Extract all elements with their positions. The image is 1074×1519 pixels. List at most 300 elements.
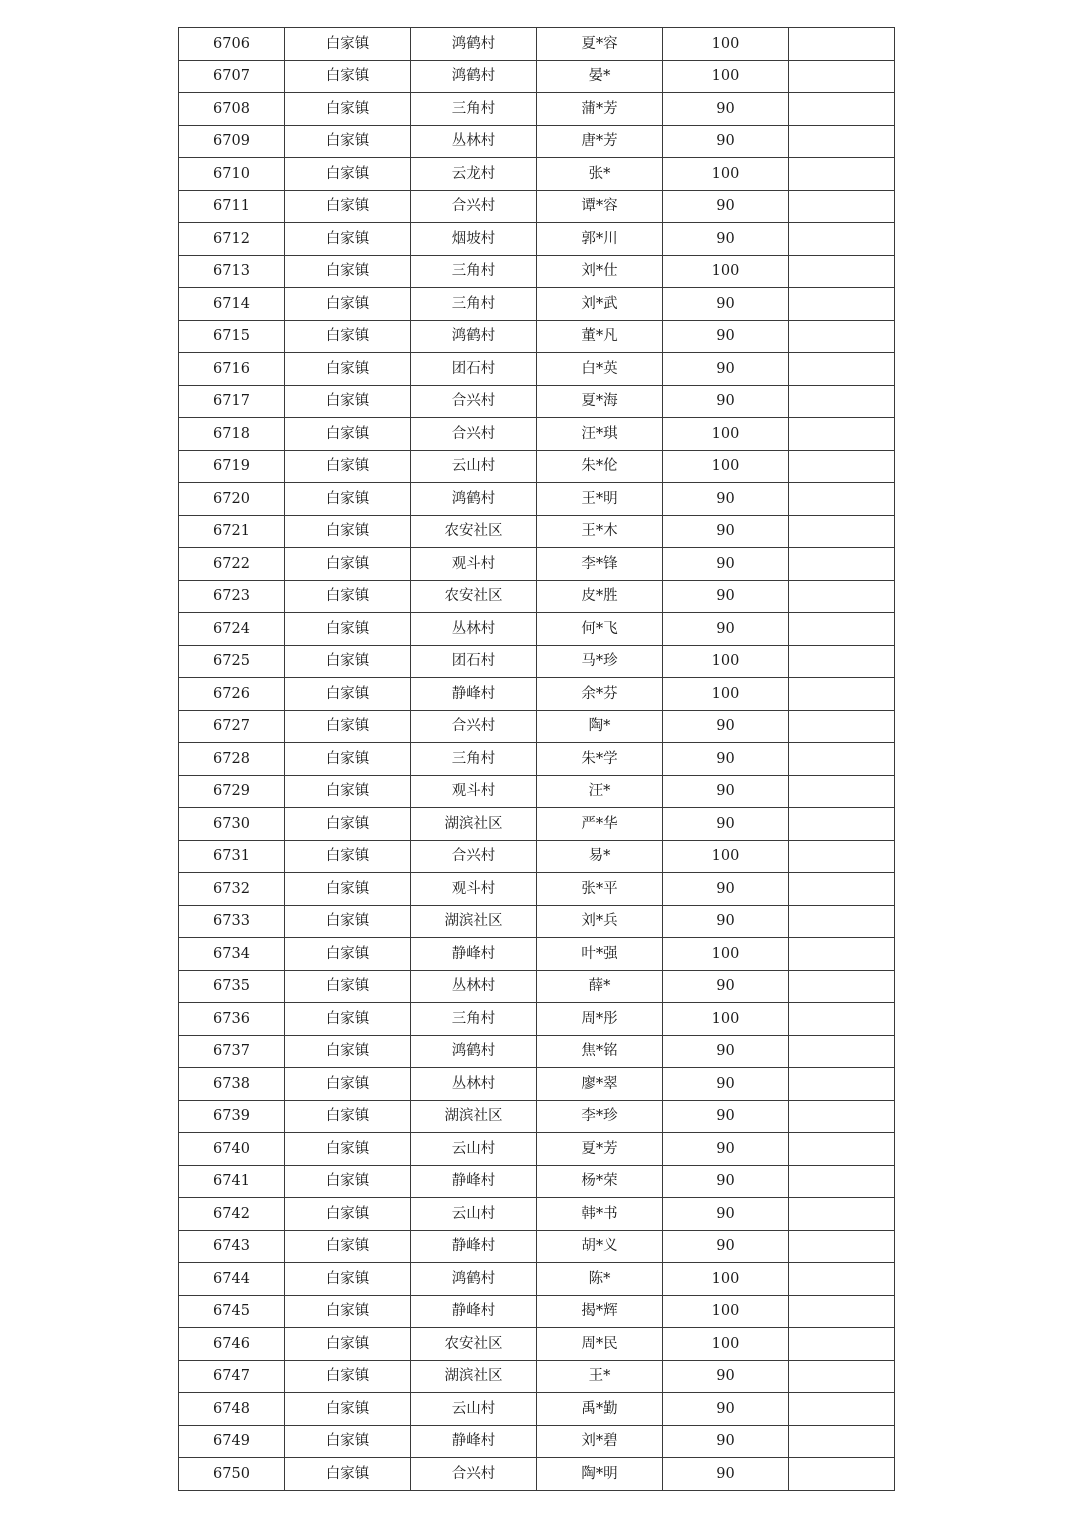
village-cell: 鸿鹤村 — [411, 483, 537, 516]
table-row — [179, 1068, 895, 1101]
table-row — [179, 450, 895, 483]
village-cell: 合兴村 — [411, 190, 537, 223]
note-cell — [789, 580, 895, 613]
note-cell — [789, 1328, 895, 1361]
name-cell: 薛* — [537, 970, 663, 1003]
name-cell: 董*凡 — [537, 320, 663, 353]
town-cell: 白家镇 — [285, 873, 411, 906]
town-cell: 白家镇 — [285, 1068, 411, 1101]
town-cell: 白家镇 — [285, 613, 411, 646]
amount-cell: 100 — [663, 158, 789, 191]
name-cell: 韩*书 — [537, 1198, 663, 1231]
amount-cell: 100 — [663, 678, 789, 711]
town-cell: 白家镇 — [285, 678, 411, 711]
note-cell — [789, 1133, 895, 1166]
row-number-cell: 6744 — [179, 1263, 285, 1296]
name-cell: 夏*芳 — [537, 1133, 663, 1166]
amount-cell: 90 — [663, 580, 789, 613]
row-number-cell: 6714 — [179, 288, 285, 321]
table-row — [179, 28, 895, 61]
amount-cell: 90 — [663, 970, 789, 1003]
amount-cell: 90 — [663, 93, 789, 126]
row-number-cell: 6721 — [179, 515, 285, 548]
amount-cell: 90 — [663, 873, 789, 906]
note-cell — [789, 1393, 895, 1426]
amount-cell: 90 — [663, 353, 789, 386]
row-number-cell: 6743 — [179, 1230, 285, 1263]
row-number-cell: 6712 — [179, 223, 285, 256]
town-cell: 白家镇 — [285, 645, 411, 678]
note-cell — [789, 223, 895, 256]
table-row — [179, 158, 895, 191]
row-number-cell: 6725 — [179, 645, 285, 678]
amount-cell: 100 — [663, 1328, 789, 1361]
note-cell — [789, 190, 895, 223]
town-cell: 白家镇 — [285, 1360, 411, 1393]
town-cell: 白家镇 — [285, 353, 411, 386]
row-number-cell: 6734 — [179, 938, 285, 971]
note-cell — [789, 743, 895, 776]
table-row — [179, 1035, 895, 1068]
town-cell: 白家镇 — [285, 1198, 411, 1231]
table-row — [179, 223, 895, 256]
village-cell: 湖滨社区 — [411, 1360, 537, 1393]
village-cell: 农安社区 — [411, 580, 537, 613]
table-row — [179, 190, 895, 223]
table-row — [179, 938, 895, 971]
table-row — [179, 385, 895, 418]
village-cell: 丛林村 — [411, 1068, 537, 1101]
row-number-cell: 6719 — [179, 450, 285, 483]
village-cell: 三角村 — [411, 255, 537, 288]
table-row — [179, 255, 895, 288]
name-cell: 郭*川 — [537, 223, 663, 256]
name-cell: 马*珍 — [537, 645, 663, 678]
amount-cell: 90 — [663, 1393, 789, 1426]
note-cell — [789, 613, 895, 646]
table-row — [179, 1458, 895, 1491]
village-cell: 丛林村 — [411, 970, 537, 1003]
note-cell — [789, 1360, 895, 1393]
town-cell: 白家镇 — [285, 905, 411, 938]
village-cell: 鸿鹤村 — [411, 60, 537, 93]
town-cell: 白家镇 — [285, 1328, 411, 1361]
row-number-cell: 6720 — [179, 483, 285, 516]
note-cell — [789, 645, 895, 678]
table-row — [179, 970, 895, 1003]
name-cell: 胡*义 — [537, 1230, 663, 1263]
name-cell: 揭*辉 — [537, 1295, 663, 1328]
town-cell: 白家镇 — [285, 515, 411, 548]
table-row — [179, 905, 895, 938]
town-cell: 白家镇 — [285, 93, 411, 126]
table-row — [179, 580, 895, 613]
row-number-cell: 6741 — [179, 1165, 285, 1198]
amount-cell: 100 — [663, 28, 789, 61]
table-row — [179, 873, 895, 906]
name-cell: 李*珍 — [537, 1100, 663, 1133]
town-cell: 白家镇 — [285, 1165, 411, 1198]
table-row — [179, 1360, 895, 1393]
amount-cell: 100 — [663, 645, 789, 678]
village-cell: 农安社区 — [411, 515, 537, 548]
row-number-cell: 6735 — [179, 970, 285, 1003]
name-cell: 陶* — [537, 710, 663, 743]
town-cell: 白家镇 — [285, 320, 411, 353]
village-cell: 云山村 — [411, 1198, 537, 1231]
town-cell: 白家镇 — [285, 840, 411, 873]
note-cell — [789, 1035, 895, 1068]
note-cell — [789, 548, 895, 581]
name-cell: 朱*伦 — [537, 450, 663, 483]
town-cell: 白家镇 — [285, 1100, 411, 1133]
row-number-cell: 6711 — [179, 190, 285, 223]
row-number-cell: 6723 — [179, 580, 285, 613]
amount-cell: 100 — [663, 938, 789, 971]
village-cell: 团石村 — [411, 353, 537, 386]
amount-cell: 90 — [663, 385, 789, 418]
amount-cell: 100 — [663, 1295, 789, 1328]
amount-cell: 90 — [663, 1100, 789, 1133]
town-cell: 白家镇 — [285, 255, 411, 288]
town-cell: 白家镇 — [285, 808, 411, 841]
amount-cell: 100 — [663, 450, 789, 483]
row-number-cell: 6727 — [179, 710, 285, 743]
note-cell — [789, 873, 895, 906]
village-cell: 团石村 — [411, 645, 537, 678]
name-cell: 夏*海 — [537, 385, 663, 418]
village-cell: 三角村 — [411, 1003, 537, 1036]
town-cell: 白家镇 — [285, 450, 411, 483]
name-cell: 夏*容 — [537, 28, 663, 61]
name-cell: 张* — [537, 158, 663, 191]
village-cell: 云龙村 — [411, 158, 537, 191]
town-cell: 白家镇 — [285, 60, 411, 93]
note-cell — [789, 1263, 895, 1296]
table-row — [179, 483, 895, 516]
amount-cell: 90 — [663, 775, 789, 808]
name-cell: 晏* — [537, 60, 663, 93]
amount-cell: 90 — [663, 1360, 789, 1393]
row-number-cell: 6713 — [179, 255, 285, 288]
amount-cell: 90 — [663, 1133, 789, 1166]
table-row — [179, 1263, 895, 1296]
table-row — [179, 288, 895, 321]
village-cell: 云山村 — [411, 1133, 537, 1166]
village-cell: 合兴村 — [411, 1458, 537, 1491]
amount-cell: 90 — [663, 515, 789, 548]
town-cell: 白家镇 — [285, 938, 411, 971]
amount-cell: 100 — [663, 1263, 789, 1296]
town-cell: 白家镇 — [285, 125, 411, 158]
name-cell: 王*木 — [537, 515, 663, 548]
amount-cell: 100 — [663, 840, 789, 873]
village-cell: 丛林村 — [411, 125, 537, 158]
table-row — [179, 613, 895, 646]
town-cell: 白家镇 — [285, 1230, 411, 1263]
town-cell: 白家镇 — [285, 743, 411, 776]
note-cell — [789, 678, 895, 711]
roster-table-body — [179, 28, 895, 1491]
name-cell: 蒲*芳 — [537, 93, 663, 126]
amount-cell: 100 — [663, 418, 789, 451]
village-cell: 静峰村 — [411, 1295, 537, 1328]
row-number-cell: 6745 — [179, 1295, 285, 1328]
row-number-cell: 6717 — [179, 385, 285, 418]
village-cell: 三角村 — [411, 288, 537, 321]
name-cell: 皮*胜 — [537, 580, 663, 613]
village-cell: 湖滨社区 — [411, 1100, 537, 1133]
note-cell — [789, 970, 895, 1003]
town-cell: 白家镇 — [285, 288, 411, 321]
note-cell — [789, 710, 895, 743]
row-number-cell: 6747 — [179, 1360, 285, 1393]
village-cell: 观斗村 — [411, 548, 537, 581]
town-cell: 白家镇 — [285, 1458, 411, 1491]
row-number-cell: 6706 — [179, 28, 285, 61]
table-row — [179, 60, 895, 93]
table-row — [179, 1133, 895, 1166]
table-row — [179, 1003, 895, 1036]
village-cell: 云山村 — [411, 450, 537, 483]
name-cell: 叶*强 — [537, 938, 663, 971]
row-number-cell: 6739 — [179, 1100, 285, 1133]
amount-cell: 90 — [663, 743, 789, 776]
table-row — [179, 1100, 895, 1133]
name-cell: 刘*武 — [537, 288, 663, 321]
name-cell: 周*民 — [537, 1328, 663, 1361]
note-cell — [789, 1458, 895, 1491]
row-number-cell: 6718 — [179, 418, 285, 451]
town-cell: 白家镇 — [285, 1393, 411, 1426]
town-cell: 白家镇 — [285, 418, 411, 451]
village-cell: 静峰村 — [411, 1165, 537, 1198]
row-number-cell: 6731 — [179, 840, 285, 873]
table-row — [179, 808, 895, 841]
name-cell: 刘*兵 — [537, 905, 663, 938]
note-cell — [789, 1165, 895, 1198]
name-cell: 余*芬 — [537, 678, 663, 711]
village-cell: 丛林村 — [411, 613, 537, 646]
note-cell — [789, 93, 895, 126]
town-cell: 白家镇 — [285, 28, 411, 61]
table-row — [179, 1328, 895, 1361]
village-cell: 云山村 — [411, 1393, 537, 1426]
name-cell: 朱*学 — [537, 743, 663, 776]
table-row — [179, 645, 895, 678]
town-cell: 白家镇 — [285, 158, 411, 191]
row-number-cell: 6708 — [179, 93, 285, 126]
name-cell: 汪*琪 — [537, 418, 663, 451]
town-cell: 白家镇 — [285, 1035, 411, 1068]
note-cell — [789, 1230, 895, 1263]
note-cell — [789, 483, 895, 516]
village-cell: 观斗村 — [411, 873, 537, 906]
village-cell: 湖滨社区 — [411, 905, 537, 938]
note-cell — [789, 1100, 895, 1133]
name-cell: 严*华 — [537, 808, 663, 841]
name-cell: 王*明 — [537, 483, 663, 516]
name-cell: 周*彤 — [537, 1003, 663, 1036]
village-cell: 合兴村 — [411, 840, 537, 873]
amount-cell: 100 — [663, 60, 789, 93]
amount-cell: 90 — [663, 1165, 789, 1198]
row-number-cell: 6742 — [179, 1198, 285, 1231]
amount-cell: 90 — [663, 190, 789, 223]
table-row — [179, 353, 895, 386]
row-number-cell: 6737 — [179, 1035, 285, 1068]
town-cell: 白家镇 — [285, 1133, 411, 1166]
amount-cell: 90 — [663, 223, 789, 256]
village-cell: 农安社区 — [411, 1328, 537, 1361]
name-cell: 何*飞 — [537, 613, 663, 646]
note-cell — [789, 515, 895, 548]
name-cell: 易* — [537, 840, 663, 873]
table-row — [179, 1393, 895, 1426]
amount-cell: 90 — [663, 320, 789, 353]
name-cell: 廖*翠 — [537, 1068, 663, 1101]
note-cell — [789, 125, 895, 158]
note-cell — [789, 1295, 895, 1328]
row-number-cell: 6729 — [179, 775, 285, 808]
name-cell: 禹*勤 — [537, 1393, 663, 1426]
village-cell: 鸿鹤村 — [411, 1035, 537, 1068]
village-cell: 鸿鹤村 — [411, 1263, 537, 1296]
row-number-cell: 6736 — [179, 1003, 285, 1036]
row-number-cell: 6746 — [179, 1328, 285, 1361]
name-cell: 李*锋 — [537, 548, 663, 581]
row-number-cell: 6738 — [179, 1068, 285, 1101]
name-cell: 陶*明 — [537, 1458, 663, 1491]
row-number-cell: 6726 — [179, 678, 285, 711]
town-cell: 白家镇 — [285, 1263, 411, 1296]
table-row — [179, 775, 895, 808]
note-cell — [789, 158, 895, 191]
note-cell — [789, 1003, 895, 1036]
village-cell: 湖滨社区 — [411, 808, 537, 841]
table-row — [179, 125, 895, 158]
roster-table — [178, 27, 895, 1491]
name-cell: 刘*碧 — [537, 1425, 663, 1458]
table-row — [179, 1230, 895, 1263]
amount-cell: 90 — [663, 288, 789, 321]
village-cell: 合兴村 — [411, 418, 537, 451]
note-cell — [789, 418, 895, 451]
note-cell — [789, 28, 895, 61]
village-cell: 静峰村 — [411, 1230, 537, 1263]
village-cell: 合兴村 — [411, 710, 537, 743]
town-cell: 白家镇 — [285, 710, 411, 743]
village-cell: 静峰村 — [411, 1425, 537, 1458]
row-number-cell: 6709 — [179, 125, 285, 158]
table-row — [179, 1165, 895, 1198]
name-cell: 王* — [537, 1360, 663, 1393]
name-cell: 张*平 — [537, 873, 663, 906]
town-cell: 白家镇 — [285, 190, 411, 223]
note-cell — [789, 450, 895, 483]
amount-cell: 90 — [663, 710, 789, 743]
row-number-cell: 6716 — [179, 353, 285, 386]
amount-cell: 100 — [663, 1003, 789, 1036]
amount-cell: 90 — [663, 483, 789, 516]
village-cell: 三角村 — [411, 93, 537, 126]
row-number-cell: 6748 — [179, 1393, 285, 1426]
row-number-cell: 6724 — [179, 613, 285, 646]
table-row — [179, 1425, 895, 1458]
note-cell — [789, 840, 895, 873]
table-row — [179, 1198, 895, 1231]
town-cell: 白家镇 — [285, 970, 411, 1003]
town-cell: 白家镇 — [285, 580, 411, 613]
row-number-cell: 6707 — [179, 60, 285, 93]
town-cell: 白家镇 — [285, 1295, 411, 1328]
village-cell: 鸿鹤村 — [411, 320, 537, 353]
town-cell: 白家镇 — [285, 385, 411, 418]
village-cell: 静峰村 — [411, 938, 537, 971]
note-cell — [789, 775, 895, 808]
name-cell: 刘*仕 — [537, 255, 663, 288]
note-cell — [789, 60, 895, 93]
table-row — [179, 320, 895, 353]
table-row — [179, 743, 895, 776]
note-cell — [789, 288, 895, 321]
row-number-cell: 6730 — [179, 808, 285, 841]
table-row — [179, 418, 895, 451]
note-cell — [789, 320, 895, 353]
amount-cell: 90 — [663, 1458, 789, 1491]
table-row — [179, 548, 895, 581]
name-cell: 谭*容 — [537, 190, 663, 223]
amount-cell: 90 — [663, 1425, 789, 1458]
row-number-cell: 6750 — [179, 1458, 285, 1491]
amount-cell: 90 — [663, 613, 789, 646]
note-cell — [789, 1068, 895, 1101]
amount-cell: 90 — [663, 1198, 789, 1231]
row-number-cell: 6715 — [179, 320, 285, 353]
town-cell: 白家镇 — [285, 223, 411, 256]
note-cell — [789, 385, 895, 418]
note-cell — [789, 353, 895, 386]
note-cell — [789, 808, 895, 841]
name-cell: 焦*铭 — [537, 1035, 663, 1068]
table-row — [179, 840, 895, 873]
amount-cell: 90 — [663, 905, 789, 938]
row-number-cell: 6732 — [179, 873, 285, 906]
amount-cell: 90 — [663, 1035, 789, 1068]
row-number-cell: 6728 — [179, 743, 285, 776]
row-number-cell: 6710 — [179, 158, 285, 191]
note-cell — [789, 1198, 895, 1231]
town-cell: 白家镇 — [285, 775, 411, 808]
village-cell: 烟坡村 — [411, 223, 537, 256]
note-cell — [789, 255, 895, 288]
amount-cell: 90 — [663, 548, 789, 581]
table-row — [179, 515, 895, 548]
row-number-cell: 6722 — [179, 548, 285, 581]
table-row — [179, 710, 895, 743]
amount-cell: 100 — [663, 255, 789, 288]
row-number-cell: 6733 — [179, 905, 285, 938]
table-row — [179, 678, 895, 711]
row-number-cell: 6740 — [179, 1133, 285, 1166]
amount-cell: 90 — [663, 1068, 789, 1101]
amount-cell: 90 — [663, 808, 789, 841]
town-cell: 白家镇 — [285, 483, 411, 516]
village-cell: 静峰村 — [411, 678, 537, 711]
name-cell: 唐*芳 — [537, 125, 663, 158]
row-number-cell: 6749 — [179, 1425, 285, 1458]
note-cell — [789, 938, 895, 971]
